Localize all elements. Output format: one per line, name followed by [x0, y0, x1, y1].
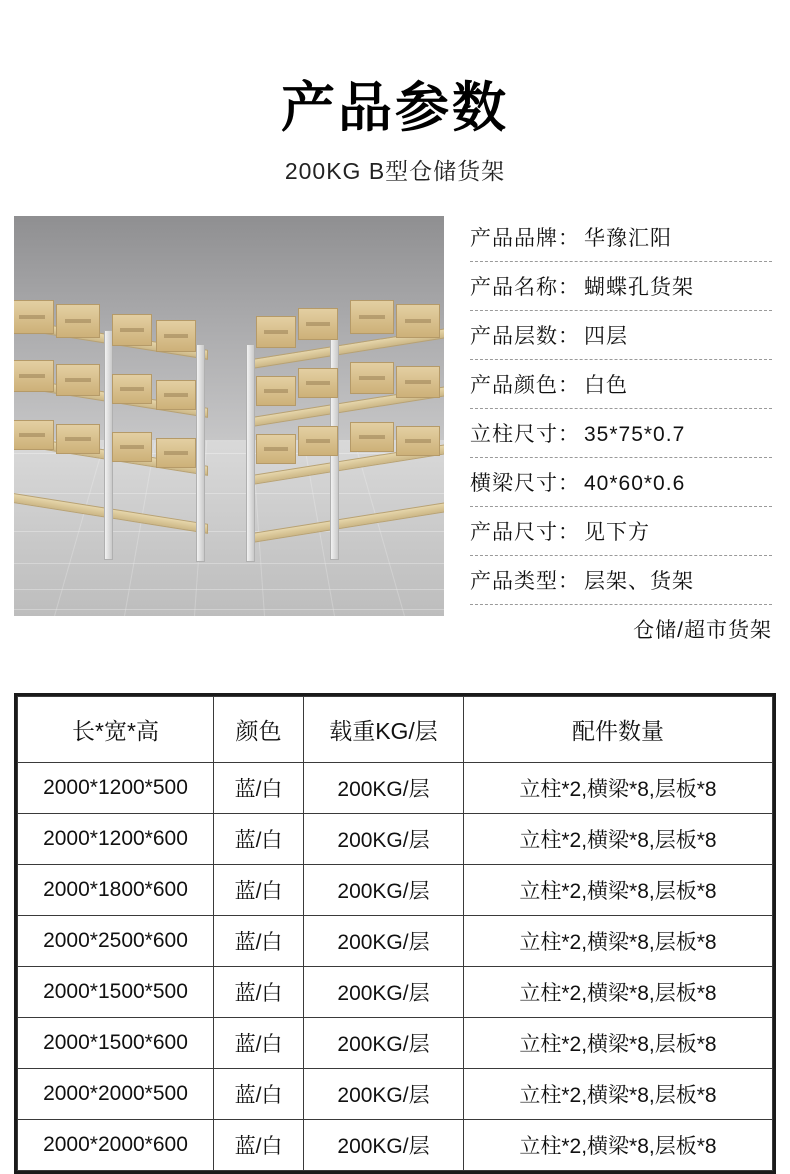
spec-value: 40*60*0.6 — [584, 472, 686, 496]
table-header-cell: 载重KG/层 — [304, 697, 464, 763]
table-cell-color: 蓝/白 — [214, 967, 304, 1018]
spec-row — [470, 360, 772, 409]
spec-row — [470, 409, 772, 458]
table-cell-parts: 立柱*2,横梁*8,层板*8 — [464, 967, 773, 1018]
table-cell-size: 2000*2000*600 — [18, 1120, 214, 1171]
spec-value: 蝴蝶孔货架 — [584, 276, 694, 300]
table-cell-parts: 立柱*2,横梁*8,层板*8 — [464, 916, 773, 967]
table-cell-size: 2000*1500*600 — [18, 1018, 214, 1069]
table-cell-load: 200KG/层 — [304, 814, 464, 865]
table-cell-load: 200KG/层 — [304, 1120, 464, 1171]
table-cell-parts: 立柱*2,横梁*8,层板*8 — [464, 1069, 773, 1120]
table-cell-load: 200KG/层 — [304, 865, 464, 916]
table-header-cell: 配件数量 — [464, 697, 773, 763]
page-title: 产品参数 — [281, 76, 509, 139]
table-cell-load: 200KG/层 — [304, 967, 464, 1018]
shelving-rack-right — [246, 334, 444, 544]
table-header-cell: 颜色 — [214, 697, 304, 763]
table-cell-color: 蓝/白 — [214, 814, 304, 865]
table-header-cell: 长*宽*高 — [18, 697, 214, 763]
table-cell-parts: 立柱*2,横梁*8,层板*8 — [464, 1120, 773, 1171]
table-row — [18, 1069, 773, 1120]
spec-row — [470, 458, 772, 507]
spec-value: 35*75*0.7 — [584, 423, 686, 447]
table-row — [18, 1120, 773, 1171]
table-cell-parts: 立柱*2,横梁*8,层板*8 — [464, 1018, 773, 1069]
table-row — [18, 865, 773, 916]
spec-label: 产品品牌： — [470, 227, 580, 251]
table-cell-load: 200KG/层 — [304, 763, 464, 814]
product-overview-section — [0, 216, 790, 653]
parameter-table — [17, 696, 773, 1171]
spec-value: 华豫汇阳 — [584, 227, 672, 251]
spec-label: 产品名称： — [470, 276, 580, 300]
table-cell-size: 2000*1200*600 — [18, 814, 214, 865]
shelving-rack-left — [14, 334, 218, 544]
spec-label: 产品层数： — [470, 325, 580, 349]
table-cell-color: 蓝/白 — [214, 1069, 304, 1120]
table-cell-parts: 立柱*2,横梁*8,层板*8 — [464, 865, 773, 916]
spec-label: 产品颜色： — [470, 374, 580, 398]
table-cell-color: 蓝/白 — [214, 916, 304, 967]
spec-label: 产品尺寸： — [470, 521, 580, 545]
spec-value: 四层 — [584, 325, 628, 349]
page-header — [0, 0, 790, 186]
table-header-row — [18, 697, 773, 763]
table-row — [18, 916, 773, 967]
spec-value: 层架、货架 — [584, 570, 694, 594]
spec-label: 横梁尺寸： — [470, 472, 580, 496]
spec-value: 白色 — [584, 374, 628, 398]
table-cell-parts: 立柱*2,横梁*8,层板*8 — [464, 763, 773, 814]
table-cell-size: 2000*2000*500 — [18, 1069, 214, 1120]
table-cell-size: 2000*1500*500 — [18, 967, 214, 1018]
table-row — [18, 967, 773, 1018]
table-row — [18, 1018, 773, 1069]
spec-label: 立柱尺寸： — [470, 423, 580, 447]
table-cell-load: 200KG/层 — [304, 916, 464, 967]
table-row — [18, 814, 773, 865]
product-spec-list — [470, 216, 776, 653]
table-cell-size: 2000*1800*600 — [18, 865, 214, 916]
spec-row — [470, 556, 772, 605]
spec-footer-row — [470, 605, 772, 653]
table-cell-size: 2000*1200*500 — [18, 763, 214, 814]
spec-label: 产品类型： — [470, 570, 580, 594]
table-cell-color: 蓝/白 — [214, 1120, 304, 1171]
spec-value: 见下方 — [584, 521, 650, 545]
warehouse-shelving-photo — [14, 216, 444, 616]
spec-row — [470, 311, 772, 360]
parameter-table-wrapper — [14, 693, 776, 1174]
page-subtitle: 200KG B型仓储货架 — [284, 158, 506, 185]
spec-row — [470, 218, 772, 262]
table-cell-parts: 立柱*2,横梁*8,层板*8 — [464, 814, 773, 865]
table-cell-load: 200KG/层 — [304, 1018, 464, 1069]
table-cell-color: 蓝/白 — [214, 1018, 304, 1069]
table-row — [18, 763, 773, 814]
table-cell-size: 2000*2500*600 — [18, 916, 214, 967]
spec-footer-value: 仓储/超市货架 — [633, 619, 772, 643]
spec-row — [470, 262, 772, 311]
spec-row — [470, 507, 772, 556]
table-cell-load: 200KG/层 — [304, 1069, 464, 1120]
table-cell-color: 蓝/白 — [214, 763, 304, 814]
table-cell-color: 蓝/白 — [214, 865, 304, 916]
